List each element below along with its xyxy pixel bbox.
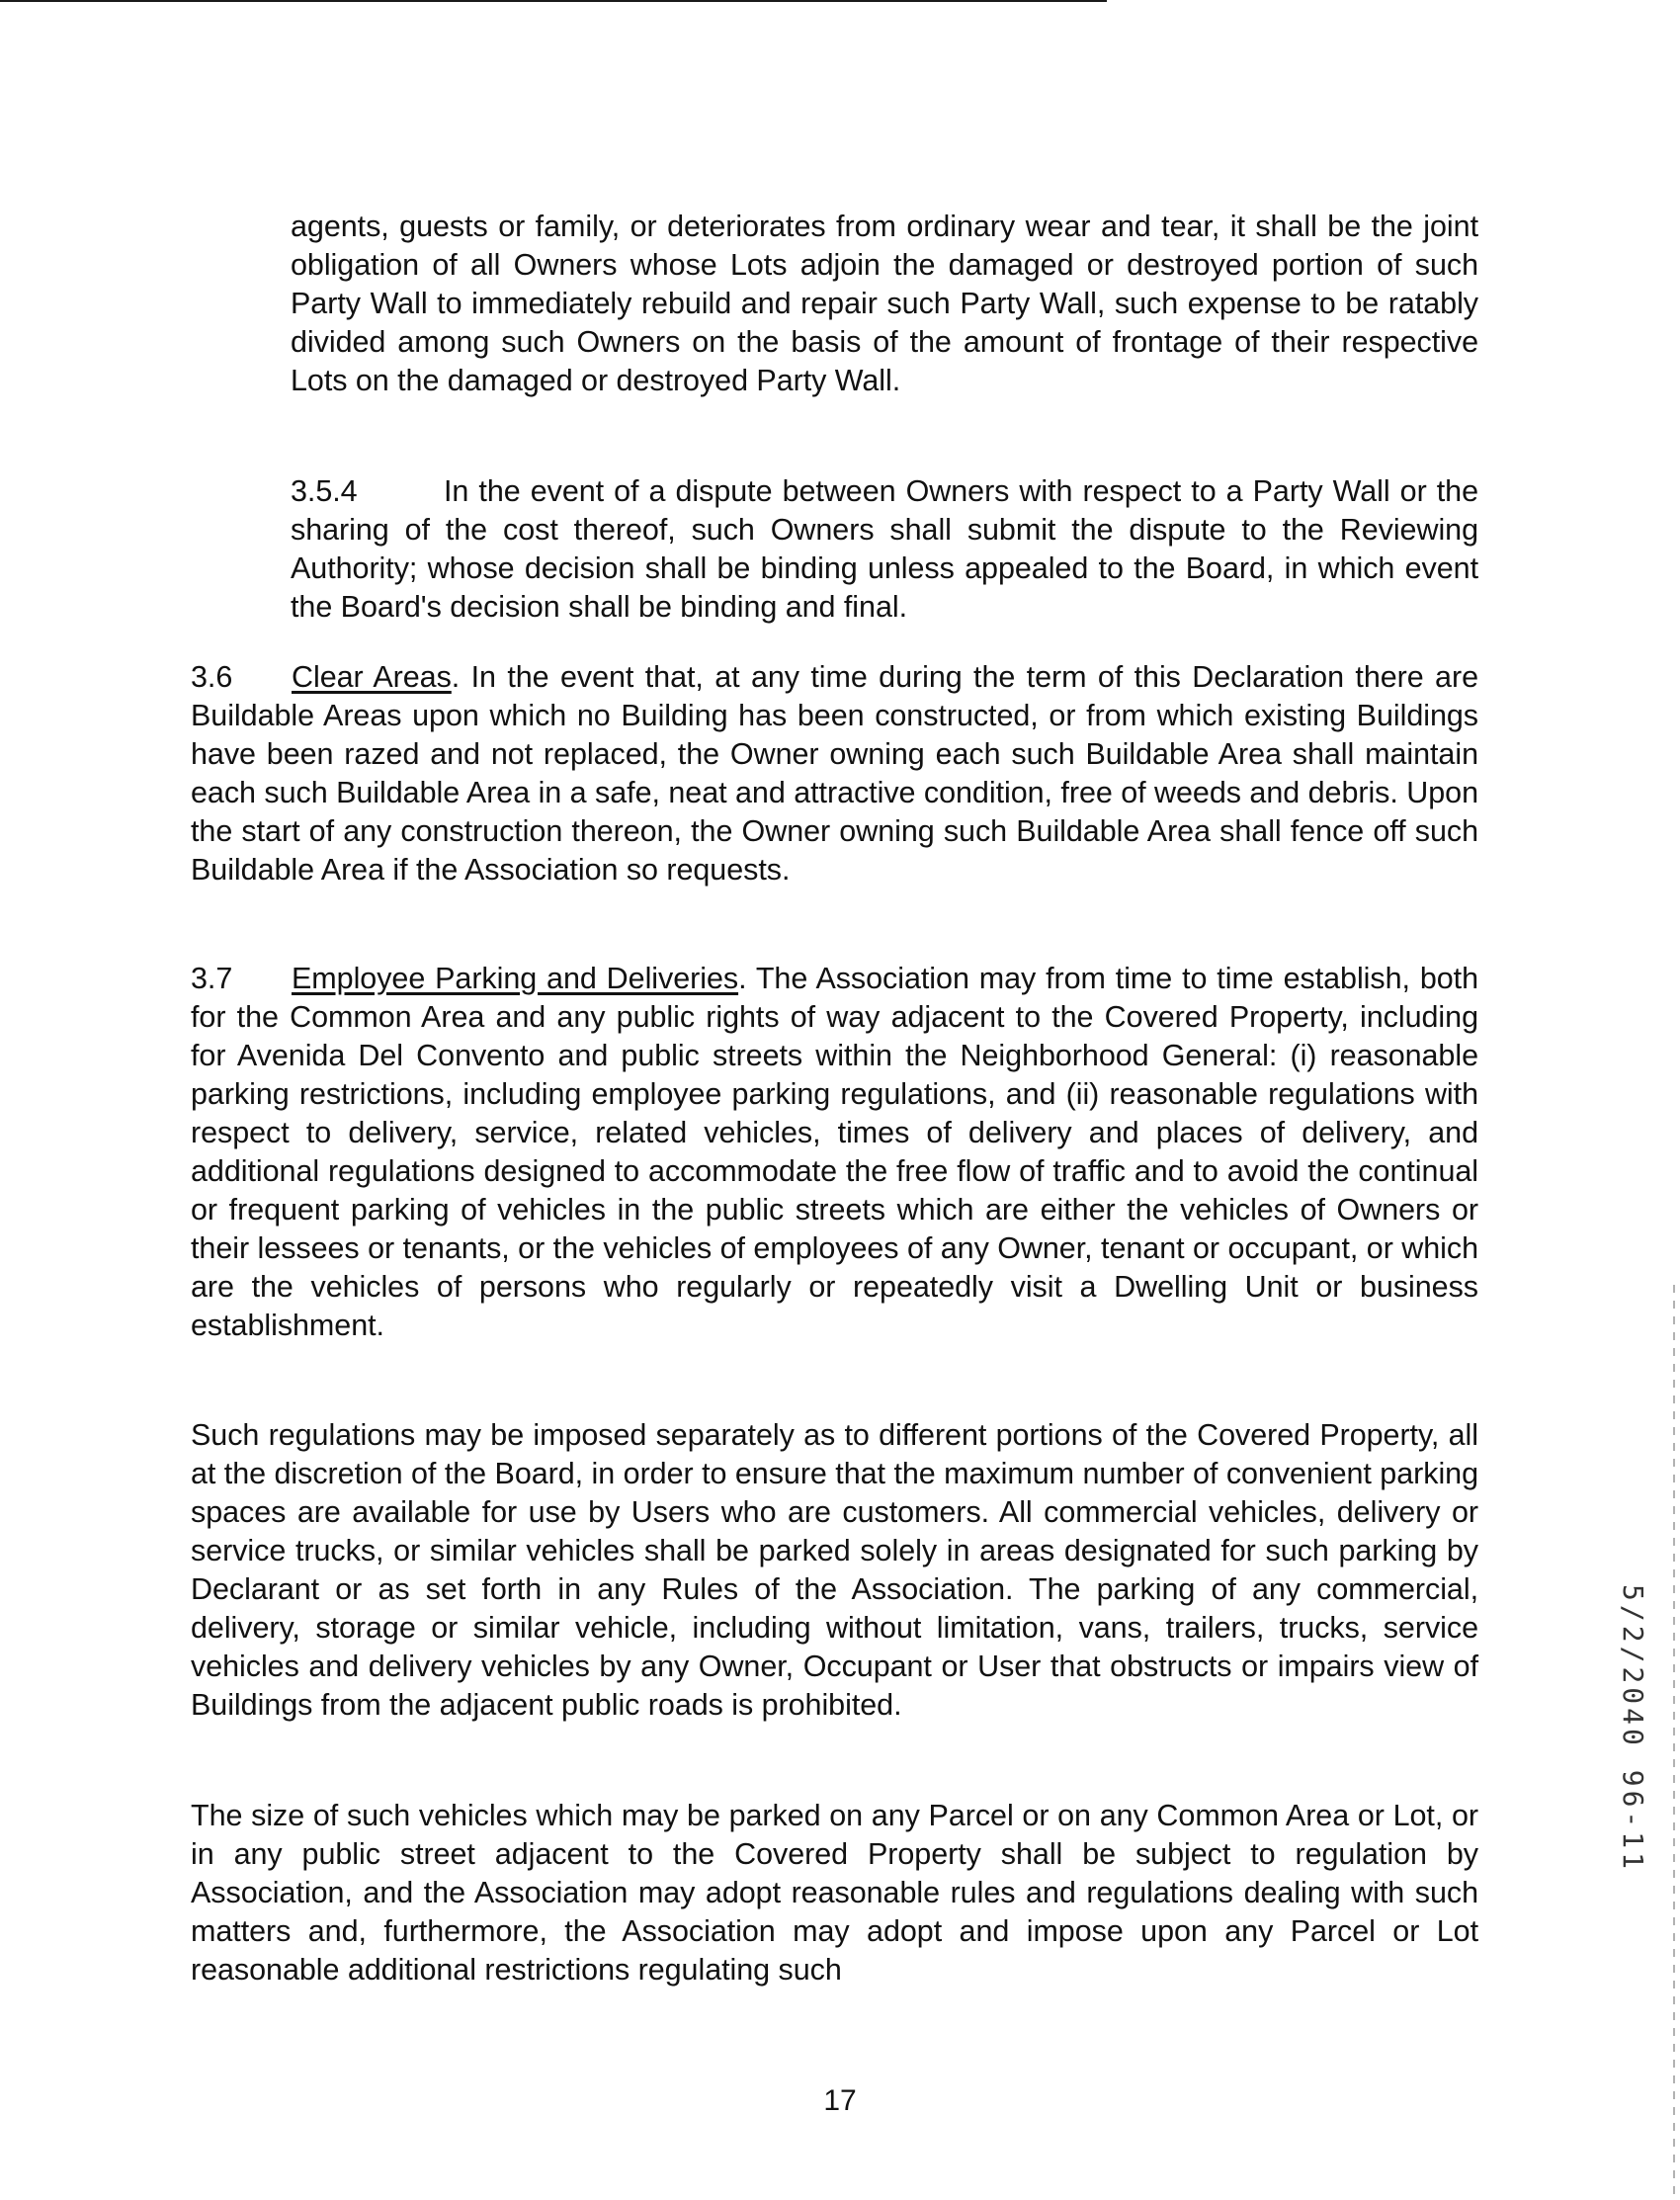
section-3-7-paragraph: [191, 960, 1478, 1345]
section-3-7-text: . The Association may from time to time establish, both for the Common Area and any public rights of way adjacent to the Covered Property, including for Avenida Del Convento and public streets within the Neighborhood General: (i) reasonable parking restrictions, including employee parking regulations, and (ii) reasonable regulations with respect to delivery, service, related vehicles, times of delivery and places of delivery, and additional regulations designed to accommodate the free flow of traffic and to avoid the continual or frequent parking of vehicles in the public streets which are either the vehicles of Owners or their lessees or tenants, or the vehicles of employees of any Owner, tenant or occupant, or which are the vehicles of persons who regularly or repeatedly visit a Dwelling Unit or business establishment.: [191, 962, 1478, 1342]
section-3-7-heading: Employee Parking and Deliveries: [292, 962, 739, 995]
right-edge-marks: [1673, 1285, 1675, 2200]
section-3-5-4-paragraph: [291, 472, 1478, 627]
regulations-paragraph: Such regulations may be imposed separately as to different portions of the Covered Property, all at the discretion of the Board, in order to ensure that the maximum number of convenient parking spaces are available for use by Users who are customers. All commercial vehicles, delivery or service trucks, or similar vehicles shall be parked solely in areas designated for such parking by Declarant or as set forth in any Rules of the Association. The parking of any commercial, delivery, storage or similar vehicle, including without limitation, vans, trailers, trucks, service vehicles and delivery vehicles by any Owner, Occupant or User that obstructs or impairs view of Buildings from the adjacent public roads is prohibited.: [191, 1418, 1478, 1722]
section-3-7-number: 3.7: [191, 962, 233, 995]
section-3-6-paragraph: [191, 658, 1478, 889]
top-border-line: [0, 0, 1107, 2]
page-number: 17: [823, 2084, 857, 2117]
recording-stamp: [1614, 1584, 1653, 1874]
section-3-6-heading: Clear Areas: [292, 660, 452, 694]
vehicle-size-paragraph: The size of such vehicles which may be parked on any Parcel or on any Common Area or Lot, or in any public street adjacent to the Covered Property shall be subject to regulation by Association, and the Association may adopt reasonable rules and regulations dealing with such matters and, furthermore, the Association may adopt and impose upon any Parcel or Lot reasonable additional restrictions regulating such: [191, 1799, 1478, 1987]
recording-stamp-text: 5/2/2040 96-11: [1617, 1584, 1649, 1874]
section-3-5-4-number: 3.5.4: [291, 474, 358, 508]
section-3-6-text: . In the event that, at any time during the term of this Declaration there are Buildable Areas upon which no Building has been constructed, or from which existing Buildings have been razed and not replaced, the Owner owning each such Buildable Area shall maintain each such Buildable Area in a safe, neat and attractive condition, free of weeds and debris. Upon the start of any construction thereon, the Owner owning such Buildable Area shall fence off such Buildable Area if the Association so requests.: [191, 660, 1478, 887]
continuation-paragraph: agents, guests or family, or deteriorates from ordinary wear and tear, it shall be the joint obligation of all Owners whose Lots adjoin the damaged or destroyed portion of such Party Wall to immediately rebuild and repair such Party Wall, such expense to be ratably divided among such Owners on the basis of the amount of frontage of their respective Lots on the damaged or destroyed Party Wall.: [291, 210, 1478, 397]
section-3-5-4-text: In the event of a dispute between Owners with respect to a Party Wall or the sharing of the cost thereof, such Owners shall submit the dispute to the Reviewing Authority; whose decision shall be binding unless appealed to the Board, in which event the Board's decision shall be binding and final.: [291, 474, 1478, 624]
section-3-6-number: 3.6: [191, 660, 233, 694]
